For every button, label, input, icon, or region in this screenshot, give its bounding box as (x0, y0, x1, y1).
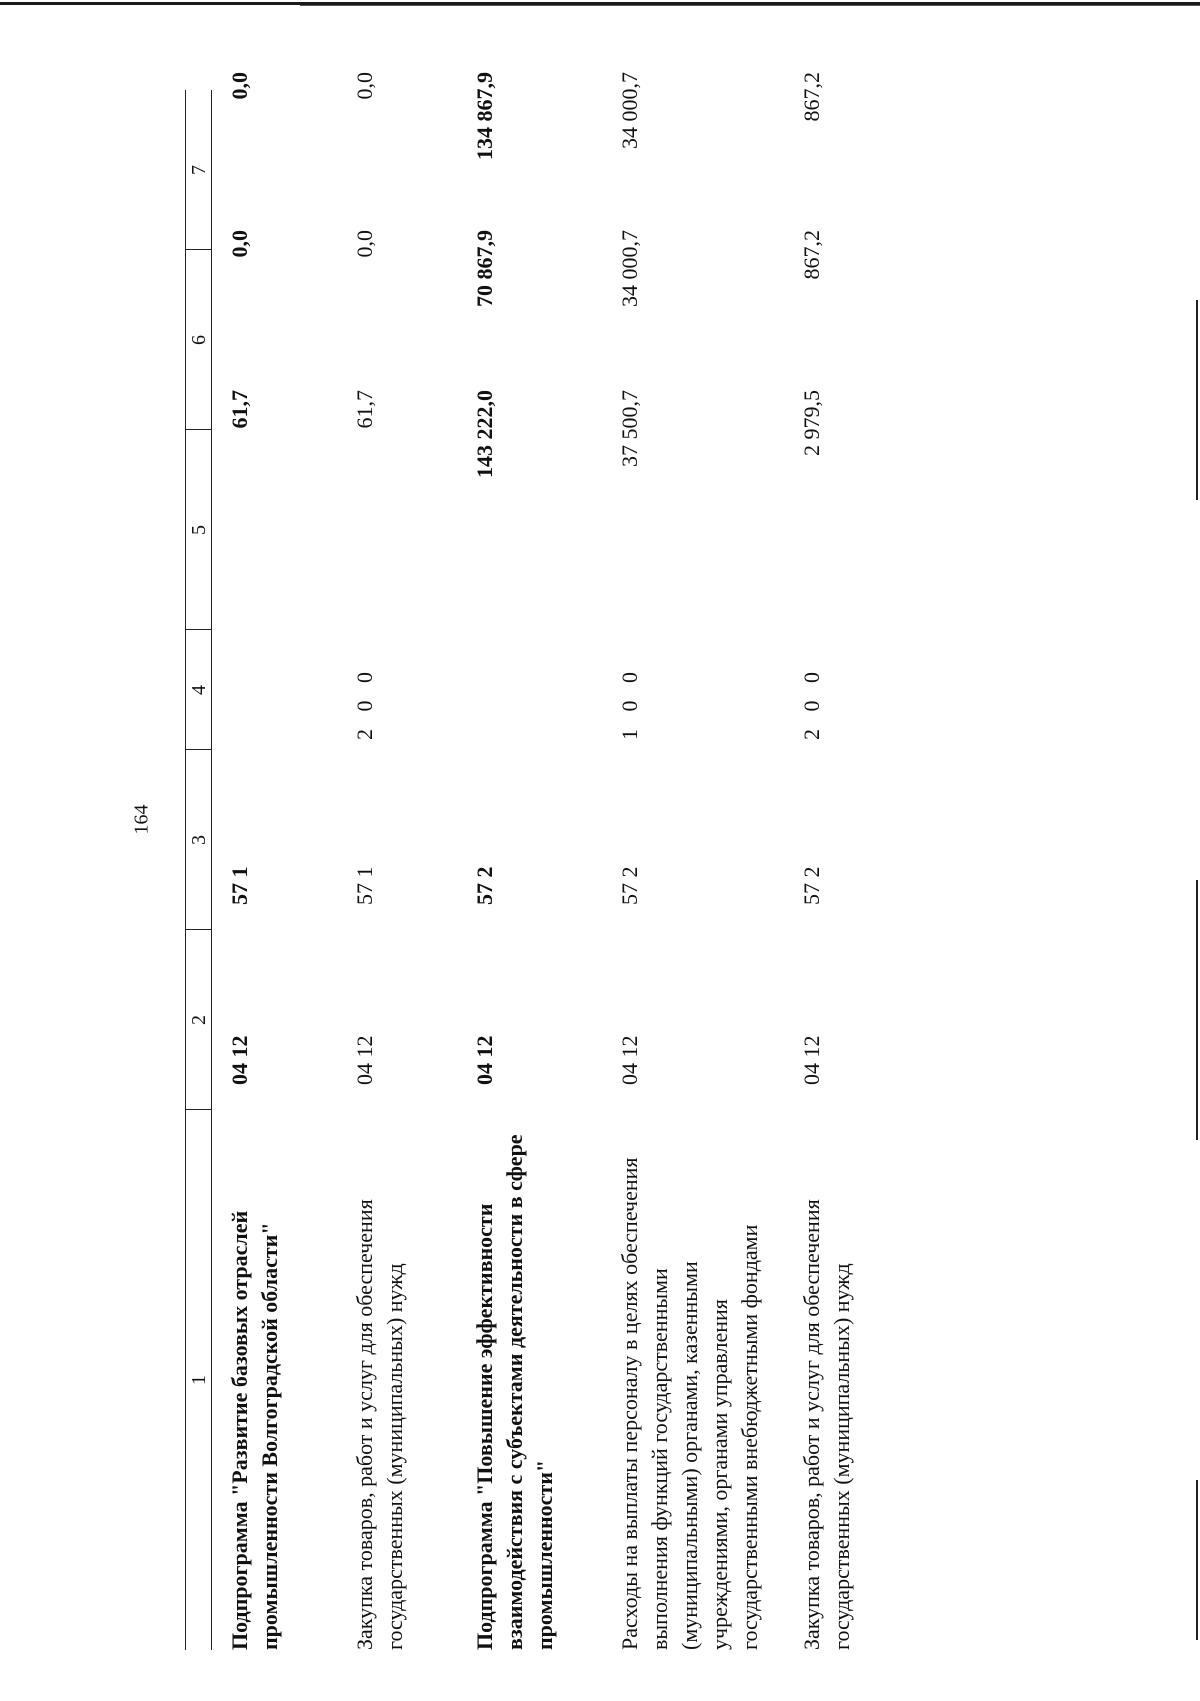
row-value-col7: 0,0 (352, 72, 377, 100)
row-code-target: 57 2 (472, 866, 497, 905)
row-value-col6: 70 867,9 (472, 230, 497, 307)
row-value-col7: 867,2 (799, 72, 824, 122)
row-value-col5: 37 500,7 (617, 390, 642, 467)
row-value-col7: 0,0 (227, 72, 252, 100)
column-header: 3 (188, 835, 210, 845)
row-code-section: 04 12 (472, 1035, 497, 1085)
row-code-section: 04 12 (227, 1035, 252, 1085)
column-header: 5 (188, 525, 210, 535)
row-value-col5: 61,7 (227, 390, 252, 429)
row-value-col6: 0,0 (227, 230, 252, 258)
header-bottom-rule (211, 90, 212, 1650)
column-header: 6 (188, 335, 210, 345)
row-name: Закупка товаров, работ и услуг для обеспечения государственных (муниципальных) нужд (352, 1199, 407, 1650)
scan-edge-line-faint (300, 5, 1200, 6)
row-value-col7: 34 000,7 (617, 72, 642, 149)
row-code-section: 04 12 (352, 1035, 377, 1085)
row-code-section: 04 12 (617, 1035, 642, 1085)
row-code-section: 04 12 (799, 1035, 824, 1085)
row-code-target: 57 1 (352, 866, 377, 905)
row-code-expense: 2 0 0 (799, 666, 824, 740)
scan-artifact-mark (1196, 1480, 1198, 1640)
row-name: Закупка товаров, работ и услуг для обеспечения государственных (муниципальных) нужд (799, 1199, 854, 1650)
row-code-expense: 2 0 0 (352, 666, 377, 740)
column-header: 1 (188, 1375, 210, 1385)
row-name: Расходы на выплаты персоналу в целях обеспечения выполнения функций государственными (муниципальными) органами, казенными учреждениями, органами управления государственными внебюджетными фондами (617, 1157, 762, 1650)
column-header: 2 (188, 1015, 210, 1025)
column-header: 7 (188, 165, 210, 175)
row-name: Подпрограмма "Повышение эффективности взаимодействия с субъектами деятельности в сфере промышленности" (472, 1134, 557, 1650)
row-value-col6: 867,2 (799, 230, 824, 280)
row-code-target: 57 2 (799, 866, 824, 905)
page-number: 164 (130, 804, 153, 835)
row-value-col5: 143 222,0 (472, 390, 497, 478)
row-value-col5: 2 979,5 (799, 390, 824, 456)
row-code-expense: 1 0 0 (617, 666, 642, 740)
row-value-col6: 0,0 (352, 230, 377, 258)
row-name: Подпрограмма "Развитие базовых отраслей промышленности Волгоградской области" (227, 1210, 282, 1650)
row-code-target: 57 2 (617, 866, 642, 905)
row-value-col5: 61,7 (352, 390, 377, 429)
row-value-col6: 34 000,7 (617, 230, 642, 307)
column-header: 4 (188, 685, 210, 695)
budget-table (185, 72, 905, 1650)
row-value-col7: 134 867,9 (472, 72, 497, 160)
scan-artifact-mark (1196, 300, 1198, 500)
row-code-target: 57 1 (227, 866, 252, 905)
scan-artifact-mark (1196, 880, 1198, 1140)
